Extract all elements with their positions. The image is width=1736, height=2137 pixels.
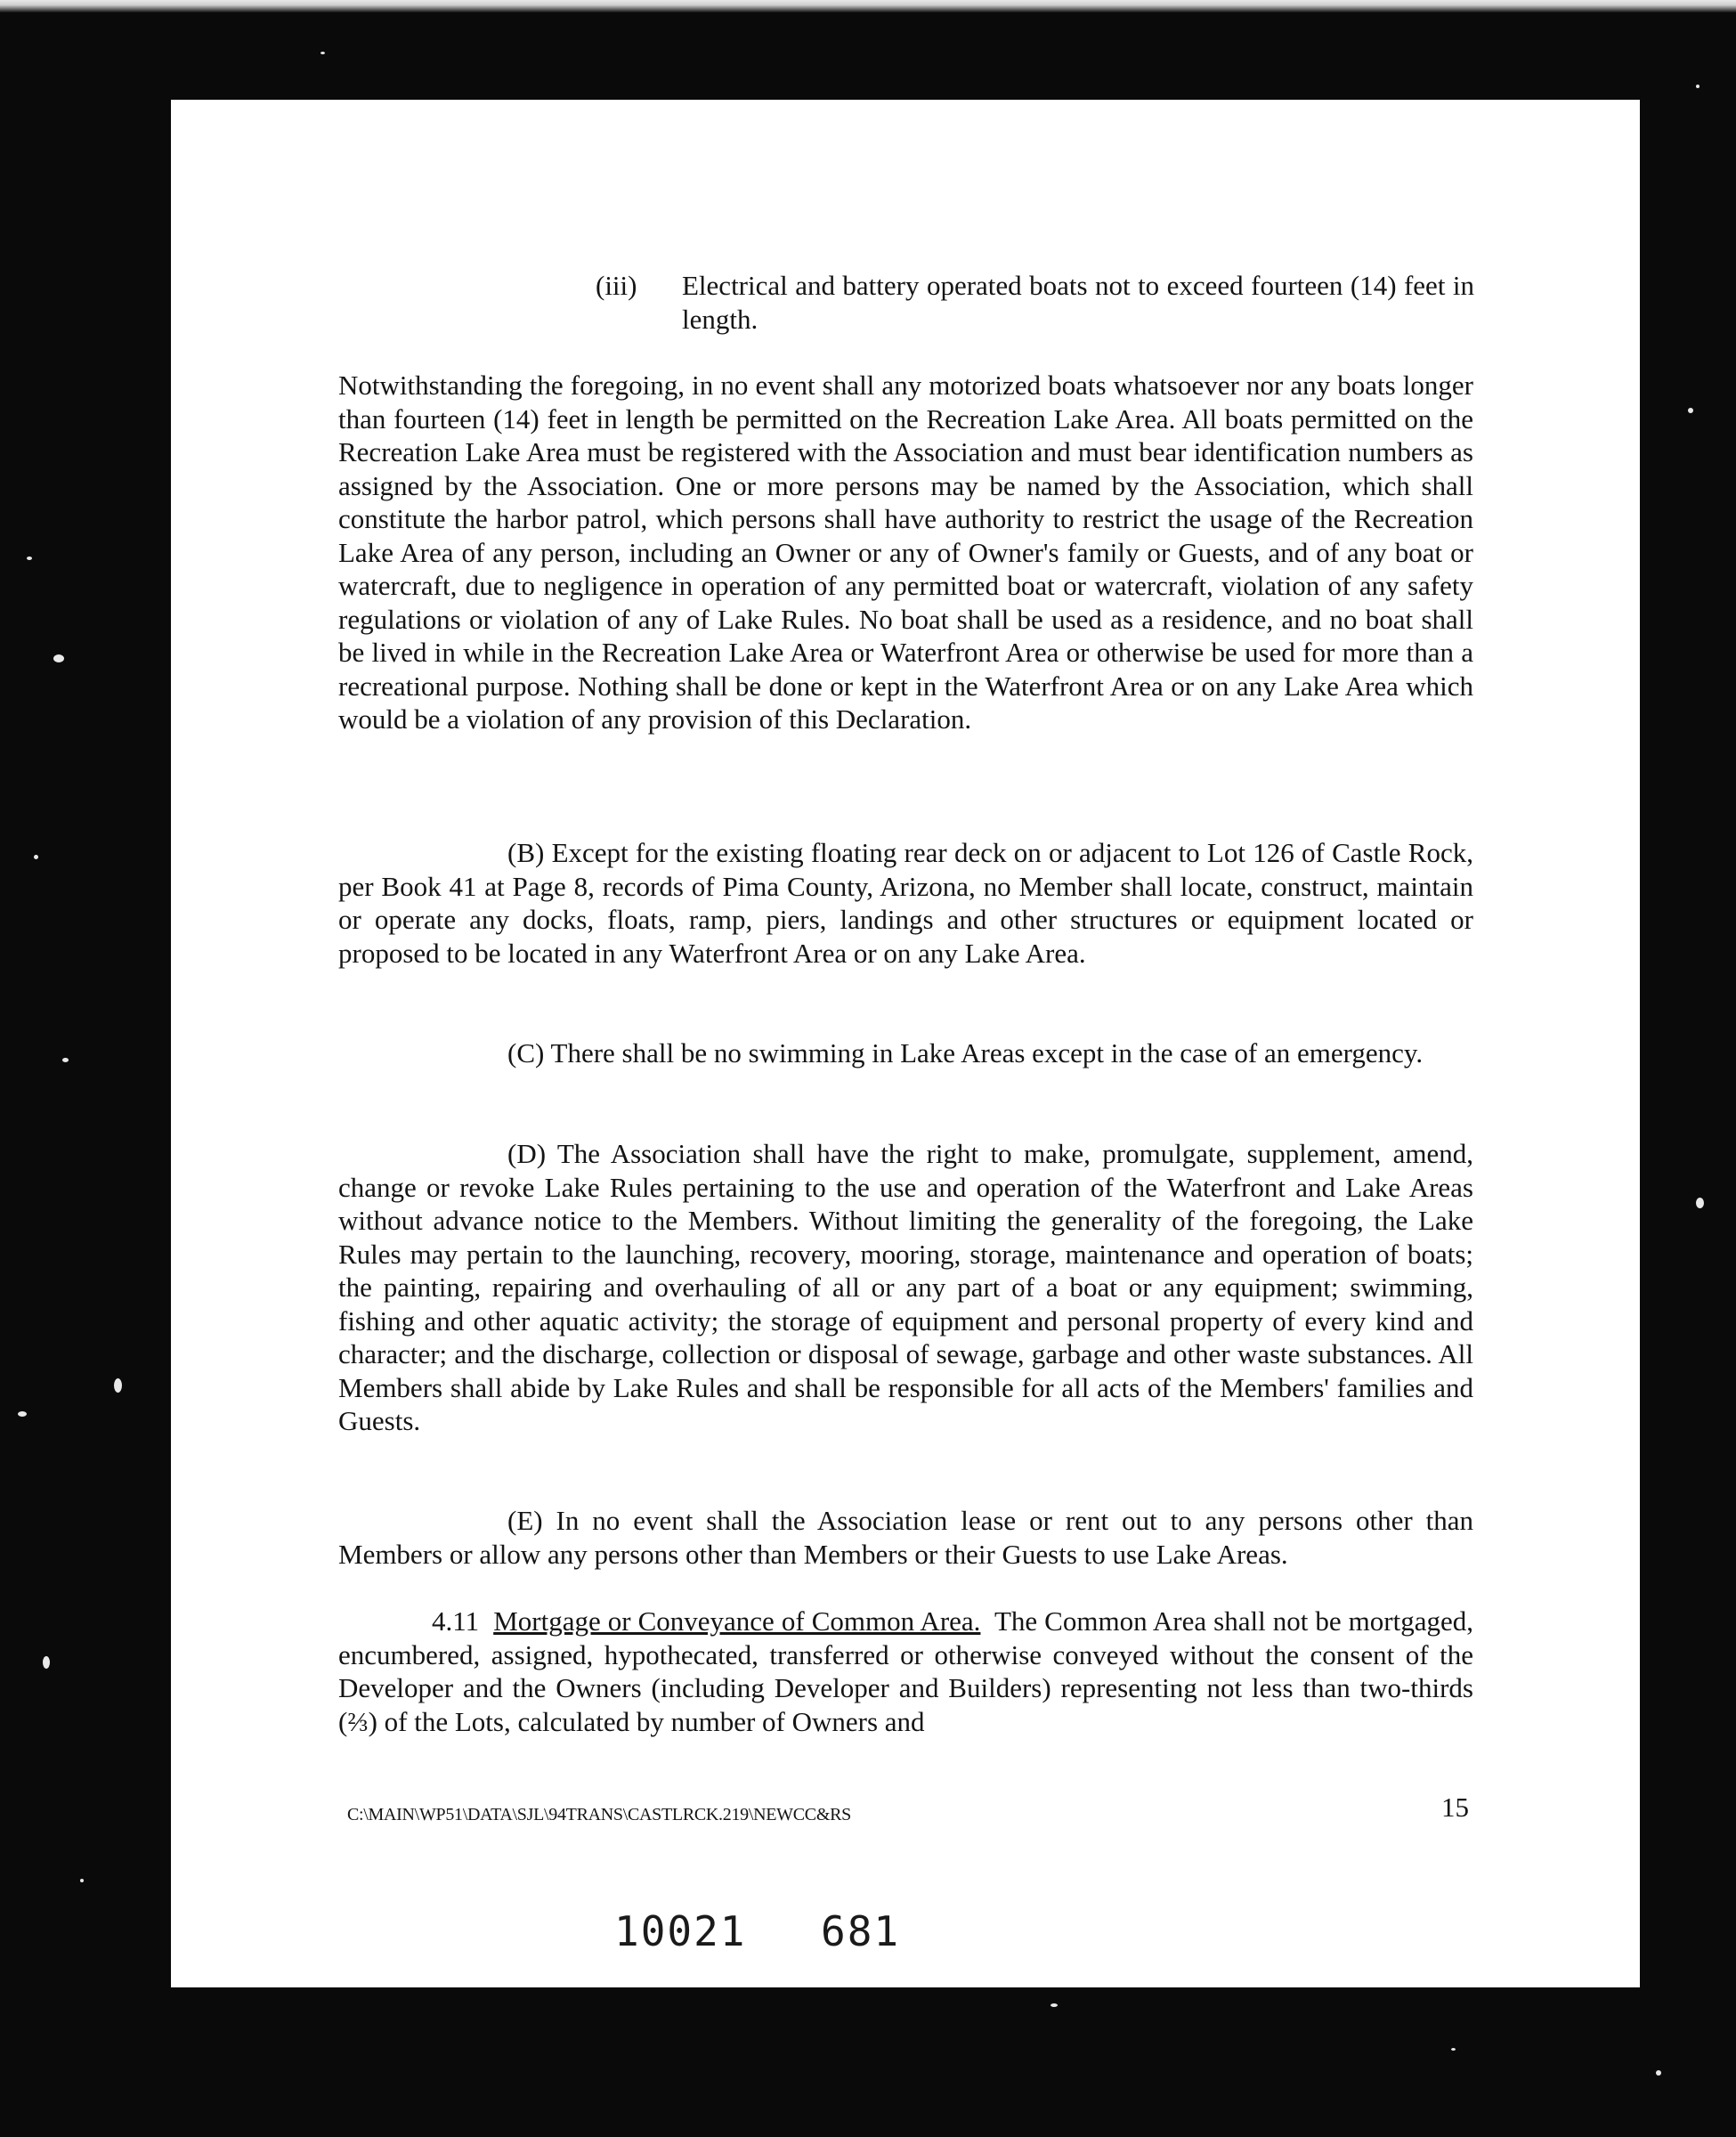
document-page — [171, 100, 1640, 1987]
scan-top-edge — [0, 0, 1736, 12]
paragraph-c-text: (C) There shall be no swimming in Lake Areas except in the case of an emergency. — [507, 1037, 1424, 1068]
paragraph-b-text: (B) Except for the existing floating rear deck on or adjacent to Lot 126 of Castle Rock, per Book 41 at Page 8, records of Pima County, Arizona, no Member shall locate, construct, maintain or operate any docks, floats, ramp, piers, landings and other structures or equipment located or proposed to be located in any Waterfront Area or on any Lake Area. — [338, 837, 1473, 969]
recording-stamp-left: 10021 — [614, 1907, 747, 1955]
paragraph-d-text: (D) The Association shall have the right to make, promulgate, supplement, amend, change or revoke Lake Rules pertaining to the use and operation of the Waterfront and Lake Areas without advance notice to the Members. Without limiting the generality of the foregoing, the Lake Rules may pertain to the launching, recovery, mooring, storage, maintenance and operation of boats; the painting, repairing and overhauling of all or any part of a boat or any equipment; swimming, fishing and other aquatic activity; the storage of equipment and personal property of every kind and character; and the discharge, collection or disposal of sewage, garbage and other waste substances. All Members shall abide by Lake Rules and shall be responsible for all acts of the Members' families and Guests. — [338, 1138, 1473, 1436]
paragraph-b — [338, 836, 1473, 970]
paragraph-d — [338, 1137, 1473, 1438]
section-4-11 — [338, 1605, 1473, 1738]
paragraph-notwithstanding: Notwithstanding the foregoing, in no event shall any motorized boats whatsoever nor any boats longer than fourteen (14) feet in length be permitted on the Recreation Lake Area. All boats permitted on the Recreation Lake Area must be registered with the Association and must bear identification numbers as assigned by the Association. One or more persons may be named by the Association, which shall constitute the harbor patrol, which persons shall have authority to restrict the usage of the Recreation Lake Area of any person, including an Owner or any of Owner's family or Guests, and of any boat or watercraft, due to negligence in operation of any permitted boat or watercraft, violation of any safety regulations or violation of any of Lake Rules. No boat shall be used as a residence, and no boat shall be lived in while in the Recreation Lake Area or Waterfront Area or otherwise be used for more than a recreational purpose. Nothing shall be done or kept in the Waterfront Area or on any Lake Area which would be a violation of any provision of this Declaration. — [338, 370, 1473, 735]
section-body: The Common Area shall not be mortgaged, encumbered, assigned, hypothecated, transferred or otherwise conveyed without the consent of the Developer and the Owners (including Developer and Builders) representing not less than two-thirds (⅔) of the Lots, calculated by number of Owners and — [338, 1605, 1473, 1737]
paragraph-e — [338, 1504, 1473, 1571]
item-number: (iii) — [596, 270, 637, 301]
section-number: 4.11 — [432, 1605, 480, 1637]
footer-file-path: C:\MAIN\WP51\DATA\SJL\94TRANS\CASTLRCK.219\NEWCC&RS — [347, 1805, 851, 1824]
item-text: Electrical and battery operated boats not to exceed fourteen (14) feet in length. — [682, 270, 1474, 335]
recording-stamp-right: 681 — [821, 1907, 901, 1955]
page-number: 15 — [1441, 1792, 1469, 1823]
paragraph-e-text: (E) In no event shall the Association lease or rent out to any persons other than Members or allow any persons other than Members or their Guests to use Lake Areas. — [338, 1505, 1473, 1570]
paragraph-c — [338, 1036, 1473, 1070]
section-title: Mortgage or Conveyance of Common Area. — [493, 1605, 981, 1637]
